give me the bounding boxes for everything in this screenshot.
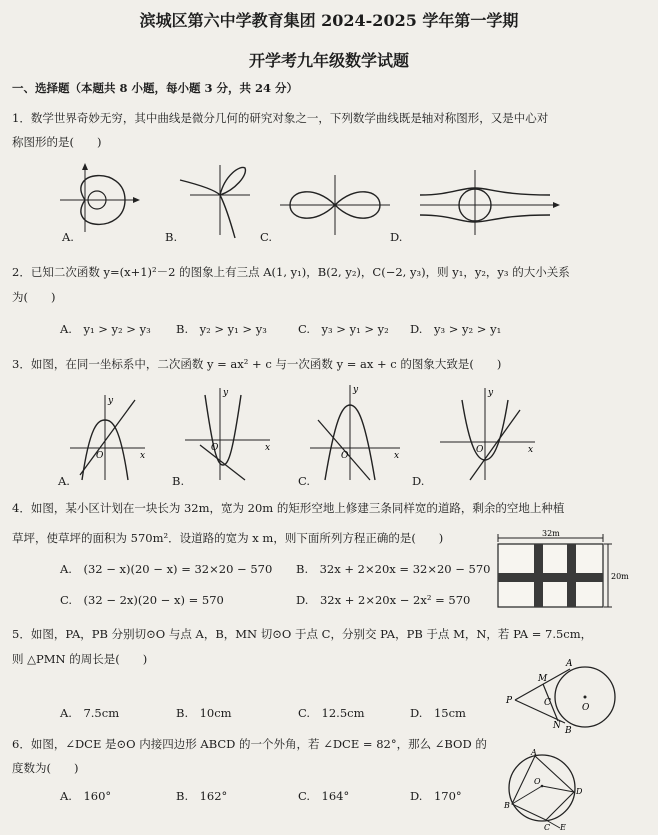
q3b-y-label: y bbox=[223, 388, 229, 398]
q1-curve-figures bbox=[55, 160, 645, 240]
q4-option-c[interactable]: C. (32 − 2x)(20 − x) = 570 bbox=[60, 593, 224, 607]
q3a-origin-label: O bbox=[96, 451, 104, 461]
section-heading: 一、选择题（本题共 8 小题，每小题 3 分，共 24 分） bbox=[12, 81, 299, 95]
q2-option-d[interactable]: D. y₃ > y₂ > y₁ bbox=[410, 322, 502, 336]
q3-text-line1: 3．如图，在同一坐标系中，二次函数 y = ax² + c 与一次函数 y = ax + c 的图象大致是( ) bbox=[12, 357, 502, 371]
q6-text-line2: 度数为( ) bbox=[12, 761, 79, 775]
q6-option-a[interactable]: A. 160° bbox=[60, 789, 112, 803]
q5-option-b[interactable]: B. 10cm bbox=[176, 706, 232, 720]
q2-option-c[interactable]: C. y₃ > y₁ > y₂ bbox=[298, 322, 389, 336]
q6-inscribed-figure bbox=[500, 748, 590, 832]
q1-option-a[interactable]: A. bbox=[62, 230, 74, 244]
q1-figure-c bbox=[280, 175, 390, 235]
q3-option-a[interactable]: A. bbox=[58, 474, 70, 488]
q6-label-a: A bbox=[531, 748, 537, 757]
exam-title: 滨城区第六中学教育集团 2024-2025 学年第一学期 bbox=[139, 11, 519, 30]
q5-text-line1: 5．如图，PA，PB 分别切⊙O 与点 A，B，MN 切⊙O 于点 C，分别交 PA，PB 于点 M，N，若 PA = 7.5cm， bbox=[12, 627, 593, 641]
q3d-origin-label: O bbox=[476, 445, 484, 455]
q5-text-line2: 则 △PMN 的周长是( ) bbox=[12, 652, 148, 666]
q3-option-d[interactable]: D. bbox=[412, 474, 425, 488]
q5-label-o: O bbox=[582, 703, 590, 713]
q1-figure-d bbox=[420, 170, 560, 235]
q4-text-line2: 草坪，使草坪的面积为 570m²．设道路的宽为 x m，则下面所列方程正确的是( ) bbox=[12, 531, 444, 545]
q4-height-label: 20m bbox=[611, 572, 629, 581]
q1-text-line2: 称图形的是( ) bbox=[12, 135, 102, 149]
q2-text-line1: 2．已知二次函数 y=(x+1)²－2 的图象上有三点 A(1, y₁)，B(2, y₂)，C(−2, y₃)，则 y₁，y₂，y₃ 的大小关系 bbox=[12, 265, 570, 279]
q6-text-line1: 6．如图，∠DCE 是⊙O 内接四边形 ABCD 的一个外角，若 ∠DCE = 82°，那么 ∠BOD 的 bbox=[12, 737, 487, 751]
q3b-x-label: x bbox=[265, 443, 271, 453]
q3d-x-label: x bbox=[528, 445, 534, 455]
q3-graph-d bbox=[440, 388, 535, 480]
q5-option-a[interactable]: A. 7.5cm bbox=[60, 706, 120, 720]
q6-label-d: D bbox=[576, 787, 583, 796]
q1-figure-b bbox=[180, 165, 250, 238]
q4-width-label: 32m bbox=[542, 530, 560, 538]
q2-option-b[interactable]: B. y₂ > y₁ > y₃ bbox=[176, 322, 267, 336]
q6-label-e: E bbox=[560, 823, 566, 832]
q1-option-c[interactable]: C. bbox=[260, 230, 273, 244]
q5-label-m: M bbox=[538, 674, 548, 684]
q4-text-line1: 4．如图，某小区计划在一块长为 32m，宽为 20m 的矩形空地上修建三条同样宽的道路，剩余的空地上种植 bbox=[12, 501, 565, 515]
q1-figure-a bbox=[60, 163, 140, 232]
q5-option-c[interactable]: C. 12.5cm bbox=[298, 706, 365, 720]
q3-graph-b bbox=[185, 388, 270, 480]
q3-option-c[interactable]: C. bbox=[298, 474, 311, 488]
q5-label-a: A bbox=[566, 659, 573, 669]
q3d-y-label: y bbox=[488, 388, 494, 398]
q3-graph-c bbox=[310, 385, 400, 480]
q6-label-b: B bbox=[504, 801, 510, 810]
q6-option-c[interactable]: C. 164° bbox=[298, 789, 350, 803]
q5-label-b: B bbox=[565, 726, 572, 735]
q4-road-figure bbox=[490, 530, 655, 612]
q2-text-line2: 为( ) bbox=[12, 290, 56, 304]
q3-graph-a bbox=[70, 395, 145, 480]
q3-graph-figures bbox=[60, 380, 550, 485]
q1-text-line1: 1．数学世界奇妙无穷，其中曲线是微分几何的研究对象之一，下列数学曲线既是轴对称图形，又是中心对 bbox=[12, 111, 549, 125]
q3c-origin-label: O bbox=[341, 451, 349, 461]
q3-option-b[interactable]: B. bbox=[172, 474, 185, 488]
q3a-y-label: y bbox=[108, 396, 114, 406]
q5-option-d[interactable]: D. 15cm bbox=[410, 706, 466, 720]
q4-option-d[interactable]: D. 32x + 2×20x − 2x² = 570 bbox=[296, 593, 471, 607]
exam-subtitle: 开学考九年级数学试题 bbox=[248, 51, 409, 70]
q1-option-d[interactable]: D. bbox=[390, 230, 403, 244]
q6-option-d[interactable]: D. 170° bbox=[410, 789, 462, 803]
q3c-y-label: y bbox=[353, 385, 359, 395]
q1-option-b[interactable]: B. bbox=[165, 230, 178, 244]
q4-option-b[interactable]: B. 32x + 2×20x = 32×20 − 570 bbox=[296, 562, 491, 576]
q6-label-o: O bbox=[534, 777, 541, 786]
q5-label-c: C bbox=[544, 698, 551, 708]
q3c-x-label: x bbox=[394, 451, 400, 461]
q5-label-n: N bbox=[553, 721, 561, 731]
q3a-x-label: x bbox=[140, 451, 146, 461]
q6-option-b[interactable]: B. 162° bbox=[176, 789, 228, 803]
q5-tangent-figure bbox=[500, 655, 630, 735]
q2-option-a[interactable]: A. y₁ > y₂ > y₃ bbox=[60, 322, 151, 336]
q6-label-c: C bbox=[544, 823, 551, 832]
q4-option-a[interactable]: A. (32 − x)(20 − x) = 32×20 − 570 bbox=[60, 562, 273, 576]
q3b-origin-label: O bbox=[211, 443, 219, 453]
q5-label-p: P bbox=[506, 696, 513, 706]
